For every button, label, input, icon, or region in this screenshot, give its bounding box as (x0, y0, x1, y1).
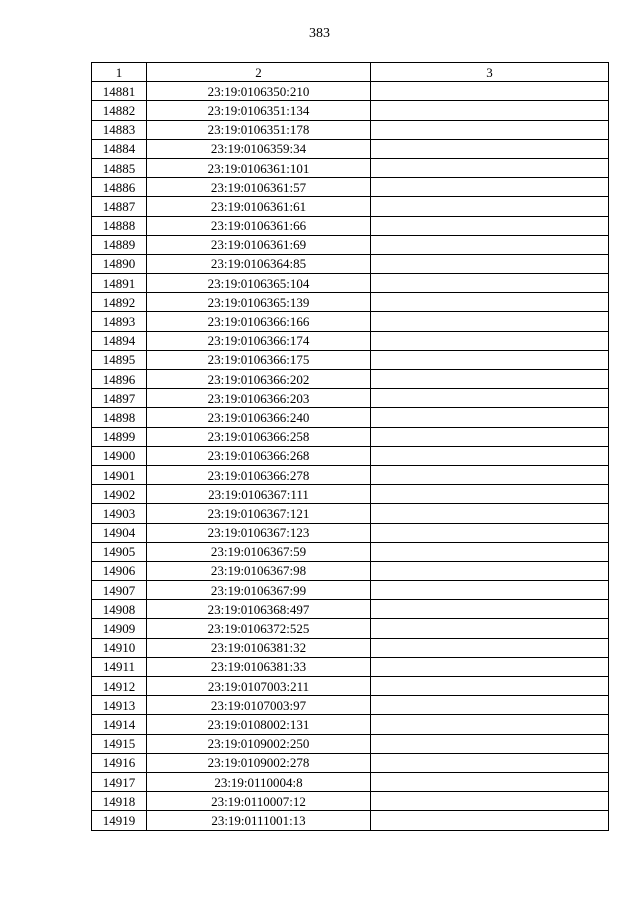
cadastral-number-cell: 23:19:0111001:13 (147, 811, 371, 830)
cadastral-number-cell: 23:19:0106367:99 (147, 581, 371, 600)
row-number-cell: 14918 (92, 792, 147, 811)
table-row (92, 408, 609, 427)
row-number-cell: 14904 (92, 523, 147, 542)
notes-cell (371, 792, 609, 811)
notes-cell (371, 753, 609, 772)
notes-cell (371, 350, 609, 369)
row-number-cell: 14891 (92, 274, 147, 293)
row-number-cell: 14916 (92, 753, 147, 772)
cadastral-number-cell: 23:19:0106366:268 (147, 446, 371, 465)
cadastral-number-cell: 23:19:0106367:111 (147, 485, 371, 504)
cadastral-number-cell: 23:19:0110004:8 (147, 772, 371, 791)
row-number-cell: 14882 (92, 101, 147, 120)
table-row (92, 638, 609, 657)
table-row (92, 600, 609, 619)
cadastral-number-cell: 23:19:0106364:85 (147, 254, 371, 273)
row-number-cell: 14911 (92, 657, 147, 676)
table-row (92, 561, 609, 580)
notes-cell (371, 446, 609, 465)
row-number-cell: 14909 (92, 619, 147, 638)
table-row (92, 197, 609, 216)
row-number-cell: 14915 (92, 734, 147, 753)
notes-cell (371, 581, 609, 600)
cadastral-number-cell: 23:19:0106361:69 (147, 235, 371, 254)
cadastral-number-cell: 23:19:0106367:59 (147, 542, 371, 561)
row-number-cell: 14913 (92, 696, 147, 715)
table-header (92, 63, 609, 82)
table-row (92, 350, 609, 369)
table-row (92, 485, 609, 504)
notes-cell (371, 427, 609, 446)
notes-cell (371, 120, 609, 139)
row-number-cell: 14898 (92, 408, 147, 427)
notes-cell (371, 715, 609, 734)
cadastral-number-cell: 23:19:0107003:211 (147, 677, 371, 696)
table-row (92, 101, 609, 120)
notes-cell (371, 772, 609, 791)
notes-cell (371, 485, 609, 504)
cadastral-number-cell: 23:19:0106351:134 (147, 101, 371, 120)
table-row (92, 715, 609, 734)
row-number-cell: 14890 (92, 254, 147, 273)
row-number-cell: 14896 (92, 370, 147, 389)
registry-table (91, 62, 609, 831)
notes-cell (371, 158, 609, 177)
table-row (92, 389, 609, 408)
row-number-cell: 14906 (92, 561, 147, 580)
row-number-cell: 14881 (92, 82, 147, 101)
cadastral-number-cell: 23:19:0106368:497 (147, 600, 371, 619)
header-row (92, 63, 609, 82)
cadastral-number-cell: 23:19:0106365:104 (147, 274, 371, 293)
row-number-cell: 14914 (92, 715, 147, 734)
table-row (92, 158, 609, 177)
header-col-3: 3 (371, 63, 609, 82)
table-row (92, 178, 609, 197)
row-number-cell: 14902 (92, 485, 147, 504)
cadastral-number-cell: 23:19:0106381:33 (147, 657, 371, 676)
row-number-cell: 14888 (92, 216, 147, 235)
notes-cell (371, 274, 609, 293)
notes-cell (371, 254, 609, 273)
table-row (92, 792, 609, 811)
cadastral-number-cell: 23:19:0109002:278 (147, 753, 371, 772)
table-row (92, 139, 609, 158)
notes-cell (371, 561, 609, 580)
notes-cell (371, 389, 609, 408)
table-row (92, 696, 609, 715)
header-col-1: 1 (92, 63, 147, 82)
row-number-cell: 14886 (92, 178, 147, 197)
cadastral-number-cell: 23:19:0110007:12 (147, 792, 371, 811)
table-row (92, 542, 609, 561)
row-number-cell: 14910 (92, 638, 147, 657)
notes-cell (371, 657, 609, 676)
table-row (92, 619, 609, 638)
page-number: 383 (309, 26, 330, 41)
table-row (92, 446, 609, 465)
cadastral-number-cell: 23:19:0106381:32 (147, 638, 371, 657)
notes-cell (371, 216, 609, 235)
notes-cell (371, 465, 609, 484)
row-number-cell: 14895 (92, 350, 147, 369)
row-number-cell: 14894 (92, 331, 147, 350)
row-number-cell: 14884 (92, 139, 147, 158)
table-row (92, 772, 609, 791)
notes-cell (371, 696, 609, 715)
notes-cell (371, 523, 609, 542)
table-row (92, 523, 609, 542)
notes-cell (371, 235, 609, 254)
notes-cell (371, 331, 609, 350)
table-row (92, 331, 609, 350)
table-row (92, 677, 609, 696)
cadastral-number-cell: 23:19:0106361:61 (147, 197, 371, 216)
cadastral-number-cell: 23:19:0109002:250 (147, 734, 371, 753)
table-row (92, 657, 609, 676)
table-row (92, 216, 609, 235)
row-number-cell: 14908 (92, 600, 147, 619)
cadastral-number-cell: 23:19:0106366:258 (147, 427, 371, 446)
table-body (92, 82, 609, 830)
notes-cell (371, 677, 609, 696)
table-row (92, 254, 609, 273)
cadastral-number-cell: 23:19:0106361:57 (147, 178, 371, 197)
table-row (92, 734, 609, 753)
table-row (92, 581, 609, 600)
table-row (92, 235, 609, 254)
row-number-cell: 14883 (92, 120, 147, 139)
row-number-cell: 14897 (92, 389, 147, 408)
header-col-2: 2 (147, 63, 371, 82)
row-number-cell: 14899 (92, 427, 147, 446)
row-number-cell: 14885 (92, 158, 147, 177)
cadastral-number-cell: 23:19:0106367:123 (147, 523, 371, 542)
row-number-cell: 14907 (92, 581, 147, 600)
table-row (92, 120, 609, 139)
row-number-cell: 14917 (92, 772, 147, 791)
cadastral-number-cell: 23:19:0107003:97 (147, 696, 371, 715)
row-number-cell: 14889 (92, 235, 147, 254)
table-row (92, 293, 609, 312)
table-row (92, 753, 609, 772)
cadastral-number-cell: 23:19:0106366:202 (147, 370, 371, 389)
table-row (92, 811, 609, 830)
cadastral-number-cell: 23:19:0106366:175 (147, 350, 371, 369)
notes-cell (371, 82, 609, 101)
notes-cell (371, 504, 609, 523)
notes-cell (371, 370, 609, 389)
notes-cell (371, 293, 609, 312)
notes-cell (371, 139, 609, 158)
row-number-cell: 14901 (92, 465, 147, 484)
row-number-cell: 14893 (92, 312, 147, 331)
cadastral-number-cell: 23:19:0106350:210 (147, 82, 371, 101)
cadastral-number-cell: 23:19:0106367:121 (147, 504, 371, 523)
notes-cell (371, 619, 609, 638)
cadastral-number-cell: 23:19:0106351:178 (147, 120, 371, 139)
table-row (92, 427, 609, 446)
cadastral-number-cell: 23:19:0108002:131 (147, 715, 371, 734)
notes-cell (371, 600, 609, 619)
notes-cell (371, 178, 609, 197)
cadastral-number-cell: 23:19:0106366:174 (147, 331, 371, 350)
notes-cell (371, 811, 609, 830)
cadastral-number-cell: 23:19:0106366:240 (147, 408, 371, 427)
table-row (92, 370, 609, 389)
row-number-cell: 14905 (92, 542, 147, 561)
row-number-cell: 14903 (92, 504, 147, 523)
cadastral-number-cell: 23:19:0106361:66 (147, 216, 371, 235)
cadastral-number-cell: 23:19:0106361:101 (147, 158, 371, 177)
row-number-cell: 14900 (92, 446, 147, 465)
cadastral-number-cell: 23:19:0106365:139 (147, 293, 371, 312)
row-number-cell: 14919 (92, 811, 147, 830)
table-row (92, 82, 609, 101)
notes-cell (371, 101, 609, 120)
notes-cell (371, 542, 609, 561)
row-number-cell: 14887 (92, 197, 147, 216)
cadastral-number-cell: 23:19:0106366:203 (147, 389, 371, 408)
table-row (92, 312, 609, 331)
row-number-cell: 14892 (92, 293, 147, 312)
cadastral-number-cell: 23:19:0106372:525 (147, 619, 371, 638)
cadastral-number-cell: 23:19:0106366:278 (147, 465, 371, 484)
notes-cell (371, 312, 609, 331)
table-row (92, 504, 609, 523)
cadastral-number-cell: 23:19:0106359:34 (147, 139, 371, 158)
notes-cell (371, 734, 609, 753)
cadastral-number-cell: 23:19:0106367:98 (147, 561, 371, 580)
cadastral-number-cell: 23:19:0106366:166 (147, 312, 371, 331)
notes-cell (371, 408, 609, 427)
table-row (92, 465, 609, 484)
table-row (92, 274, 609, 293)
notes-cell (371, 197, 609, 216)
row-number-cell: 14912 (92, 677, 147, 696)
notes-cell (371, 638, 609, 657)
